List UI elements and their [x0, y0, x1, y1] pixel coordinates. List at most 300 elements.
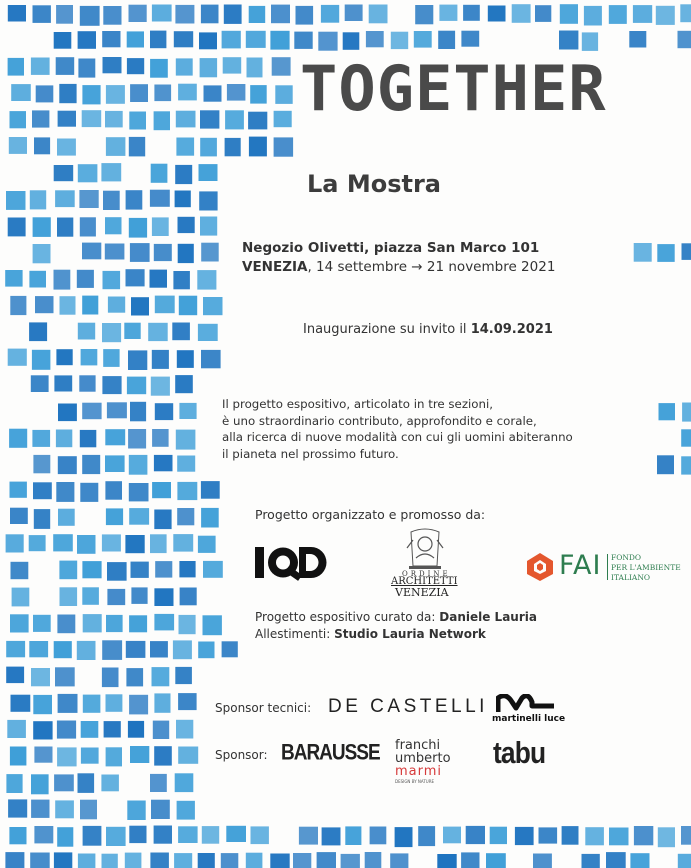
- pattern-tile: [463, 5, 480, 21]
- pattern-tile: [106, 694, 123, 712]
- pattern-tile: [131, 297, 149, 315]
- pattern-tile: [54, 270, 71, 290]
- pattern-tile: [681, 826, 691, 845]
- pattern-tile: [77, 641, 96, 660]
- opening-invite: [303, 322, 553, 337]
- pattern-tile: [682, 243, 691, 260]
- pattern-tile: [79, 375, 95, 391]
- pattern-tile: [131, 562, 149, 578]
- pattern-tile: [198, 642, 214, 659]
- pattern-tile: [128, 429, 146, 449]
- setup-label: Allestimenti:: [255, 626, 335, 641]
- pattern-tile: [124, 323, 140, 339]
- project-description: [222, 396, 573, 462]
- pattern-tile: [10, 508, 28, 524]
- pattern-tile: [152, 5, 172, 22]
- pattern-tile: [55, 800, 74, 818]
- pattern-tile: [173, 640, 192, 659]
- poster-title: TOGETHER: [300, 52, 607, 125]
- fai-mark-icon: [525, 552, 555, 582]
- pattern-tile: [32, 110, 49, 127]
- martinelli-luce-logo: [492, 694, 566, 728]
- pattern-tile: [178, 826, 198, 843]
- pattern-tile: [201, 350, 221, 368]
- pattern-tile: [56, 57, 74, 75]
- pattern-tile: [633, 5, 652, 23]
- pattern-tile: [443, 827, 461, 844]
- pattern-tile: [57, 218, 73, 237]
- pattern-tile: [56, 5, 73, 24]
- pattern-tile: [175, 191, 191, 208]
- pattern-tile: [177, 350, 194, 368]
- pattern-tile: [33, 5, 51, 23]
- pattern-tile: [203, 561, 223, 578]
- pattern-tile: [126, 190, 143, 209]
- de-castelli-logo: DE CASTELLI: [328, 696, 488, 717]
- pattern-tile: [151, 377, 170, 396]
- pattern-tile: [79, 190, 98, 208]
- pattern-tile: [83, 614, 102, 632]
- pattern-tile: [562, 826, 579, 845]
- pattern-tile: [559, 31, 578, 50]
- pattern-tile: [176, 720, 193, 739]
- pattern-tile: [539, 827, 558, 843]
- pattern-tile: [682, 403, 691, 422]
- pattern-tile: [176, 111, 196, 128]
- pattern-tile: [82, 561, 101, 578]
- architetti-line1: ORDINE: [402, 570, 451, 578]
- pattern-tile: [104, 721, 121, 737]
- martinelli-mark-icon: [496, 694, 556, 714]
- pattern-tile: [56, 482, 74, 502]
- pattern-tile: [275, 85, 292, 104]
- pattern-tile: [129, 137, 145, 157]
- pattern-tile: [296, 6, 314, 25]
- curated-label: Progetto espositivo curato da:: [255, 610, 440, 624]
- pattern-tile: [322, 827, 341, 845]
- pattern-tile: [317, 852, 336, 868]
- pattern-tile: [82, 85, 100, 104]
- pattern-tile: [176, 138, 194, 156]
- pattern-tile: [102, 668, 119, 688]
- pattern-tile: [202, 826, 219, 844]
- pattern-tile: [177, 456, 195, 472]
- architetti-line3: VENEZIA: [395, 586, 449, 599]
- pattern-tile: [8, 799, 27, 817]
- pattern-tile: [227, 84, 246, 101]
- pattern-tile: [369, 5, 388, 24]
- pattern-tile: [78, 773, 95, 793]
- pattern-tile: [461, 852, 479, 868]
- pattern-tile: [83, 826, 102, 846]
- pattern-tile: [106, 137, 126, 156]
- pattern-tile: [246, 853, 263, 868]
- description-line: Il progetto espositivo, articolato in tre sezioni,: [222, 397, 494, 411]
- pattern-tile: [154, 826, 172, 844]
- pattern-tile: [200, 58, 218, 77]
- pattern-tile: [103, 349, 119, 367]
- pattern-tile: [81, 349, 98, 365]
- pattern-tile: [390, 853, 408, 868]
- pattern-tile: [415, 5, 433, 24]
- pattern-tile: [56, 349, 72, 365]
- pattern-tile: [197, 270, 216, 290]
- pattern-tile: [179, 403, 196, 419]
- pattern-tile: [128, 721, 144, 738]
- pattern-tile: [101, 775, 119, 792]
- pattern-tile: [129, 695, 148, 715]
- pattern-tile: [198, 536, 216, 553]
- pattern-tile: [103, 6, 121, 25]
- pattern-tile: [582, 32, 598, 51]
- pattern-tile: [12, 588, 30, 607]
- pattern-tile: [106, 615, 123, 632]
- pattern-tile: [270, 31, 289, 50]
- pattern-tile: [6, 774, 22, 793]
- fai-line3: ITALIANO: [611, 573, 651, 582]
- pattern-tile: [172, 323, 190, 341]
- pattern-tile: [126, 641, 146, 658]
- pattern-tile: [150, 774, 167, 792]
- pattern-tile: [154, 588, 173, 606]
- venue-dates: , 14 settembre → 21 novembre 2021: [307, 259, 556, 275]
- pattern-tile: [105, 111, 123, 128]
- tech-sponsors-label: Sponsor tecnici:: [215, 701, 312, 715]
- pattern-tile: [33, 217, 51, 237]
- pattern-tile: [127, 377, 146, 395]
- pattern-tile: [150, 59, 168, 78]
- pattern-tile: [80, 430, 97, 447]
- pattern-tile: [31, 800, 49, 818]
- pattern-tile: [127, 58, 144, 74]
- pattern-tile: [609, 828, 629, 846]
- pattern-tile: [150, 31, 166, 49]
- pattern-tile: [54, 375, 72, 391]
- venue-info: [242, 239, 555, 277]
- pattern-tile: [33, 244, 51, 263]
- franchi-line2: umberto: [395, 751, 451, 766]
- pattern-tile: [129, 5, 147, 22]
- pattern-tile: [222, 31, 241, 49]
- pattern-tile: [129, 483, 149, 501]
- pattern-tile: [659, 403, 676, 420]
- pattern-tile: [101, 163, 121, 181]
- pattern-tile: [201, 481, 220, 499]
- fai-mark: FAI: [559, 550, 602, 581]
- pattern-tile: [9, 827, 26, 844]
- pattern-tile: [107, 589, 125, 605]
- pattern-tile: [345, 5, 363, 22]
- invite-prefix: Inaugurazione su invito il: [303, 322, 471, 337]
- pattern-tile: [175, 375, 193, 393]
- pattern-tile: [105, 244, 125, 260]
- pattern-tile: [155, 561, 172, 578]
- pattern-tile: [34, 137, 50, 154]
- pattern-tile: [31, 668, 50, 686]
- pattern-tile: [129, 826, 146, 843]
- pattern-tile: [179, 561, 195, 577]
- pattern-tile: [437, 854, 456, 868]
- pattern-tile: [10, 111, 27, 128]
- pattern-tile: [418, 826, 435, 846]
- pattern-tile: [490, 827, 507, 844]
- pattern-tile: [150, 534, 167, 553]
- pattern-tile: [102, 534, 121, 551]
- pattern-tile: [395, 827, 413, 847]
- pattern-tile: [10, 614, 29, 632]
- pattern-tile: [173, 534, 193, 552]
- pattern-tile: [630, 853, 649, 868]
- pattern-tile: [656, 6, 675, 25]
- pattern-tile: [78, 31, 96, 49]
- pattern-tile: [560, 4, 578, 24]
- pattern-tile: [247, 58, 263, 78]
- pattern-tile: [6, 191, 26, 210]
- fai-logo: [525, 550, 685, 584]
- pattern-tile: [10, 482, 27, 498]
- pattern-tile: [103, 271, 121, 289]
- pattern-tile: [201, 243, 219, 262]
- pattern-tile: [129, 615, 147, 632]
- pattern-tile: [107, 402, 127, 418]
- pattern-tile: [55, 667, 75, 686]
- pattern-tile: [200, 138, 217, 157]
- pattern-tile: [657, 244, 674, 262]
- pattern-tile: [224, 5, 242, 24]
- pattern-tile: [105, 481, 122, 500]
- pattern-tile: [512, 4, 531, 23]
- pattern-tile: [82, 243, 101, 260]
- pattern-tile: [200, 110, 219, 128]
- pattern-tile: [80, 217, 96, 236]
- pattern-tile: [10, 296, 26, 315]
- pattern-tile: [58, 694, 78, 713]
- pattern-tile: [8, 218, 26, 237]
- pattern-tile: [246, 31, 266, 48]
- pattern-tile: [200, 217, 217, 236]
- pattern-tile: [177, 801, 195, 820]
- pattern-tile: [414, 31, 432, 48]
- pattern-tile: [176, 58, 193, 75]
- pattern-tile: [130, 746, 149, 763]
- franchi-line1: franchi: [395, 738, 441, 753]
- pattern-tile: [54, 852, 72, 868]
- pattern-tile: [78, 164, 98, 182]
- pattern-tile: [606, 852, 626, 868]
- pattern-tile: [250, 85, 267, 104]
- pattern-tile: [365, 852, 382, 868]
- pattern-tile: [8, 58, 24, 76]
- pattern-tile: [30, 853, 50, 868]
- pattern-tile: [175, 5, 194, 24]
- pattern-tile: [9, 137, 27, 154]
- pattern-tile: [515, 827, 534, 845]
- pattern-tile: [221, 853, 239, 868]
- pattern-tile: [58, 456, 77, 474]
- pattern-tile: [29, 535, 46, 551]
- pattern-tile: [33, 455, 50, 473]
- pattern-tile: [57, 139, 76, 156]
- pattern-tile: [148, 323, 168, 341]
- pattern-tile: [54, 165, 73, 181]
- fai-line2: PER L'AMBIENTE: [611, 563, 681, 572]
- pattern-tile: [152, 429, 169, 447]
- pattern-tile: [225, 138, 241, 156]
- pattern-tile: [678, 31, 691, 48]
- pattern-tile: [126, 269, 145, 286]
- pattern-tile: [533, 854, 552, 868]
- pattern-tile: [439, 5, 457, 21]
- venue-city: VENEZIA: [242, 259, 308, 275]
- pattern-tile: [180, 588, 197, 606]
- pattern-tile: [391, 32, 408, 49]
- pattern-tile: [249, 6, 266, 23]
- description-line: il pianeta nel prossimo futuro.: [222, 446, 399, 461]
- pattern-tile: [293, 853, 311, 868]
- pattern-tile: [55, 190, 75, 207]
- pattern-tile: [176, 430, 196, 450]
- pattern-tile: [155, 296, 175, 314]
- pattern-tile: [178, 244, 194, 263]
- martinelli-text: martinelli luce: [492, 714, 566, 724]
- pattern-tile: [178, 84, 197, 101]
- pattern-tile: [152, 350, 169, 369]
- pattern-tile: [681, 456, 691, 474]
- pattern-tile: [34, 509, 50, 529]
- pattern-tile: [57, 827, 73, 847]
- pattern-tile: [150, 853, 169, 868]
- pattern-tile: [175, 667, 192, 684]
- pattern-tile: [173, 271, 190, 289]
- pattern-tile: [370, 827, 387, 845]
- pattern-tile: [154, 85, 171, 102]
- pattern-tile: [131, 587, 147, 604]
- pattern-tile: [153, 721, 169, 739]
- pattern-tile: [345, 826, 361, 845]
- pattern-tile: [150, 641, 168, 657]
- pattern-tile: [106, 827, 126, 846]
- pattern-tile: [103, 191, 120, 210]
- pattern-tile: [318, 32, 337, 51]
- franchi-umberto-marmi-logo: [395, 738, 457, 784]
- pattern-tile: [203, 297, 223, 315]
- pattern-tile: [6, 667, 24, 684]
- pattern-tile: [33, 695, 52, 714]
- pattern-tile: [129, 218, 147, 238]
- pattern-tile: [366, 31, 384, 47]
- pattern-tile: [105, 429, 125, 445]
- curation-info: [255, 609, 537, 642]
- iqd-logo: [255, 542, 329, 582]
- pattern-tile: [634, 826, 653, 845]
- pattern-tile: [127, 31, 144, 47]
- pattern-tile: [82, 455, 100, 474]
- pattern-tile: [321, 5, 339, 23]
- pattern-tile: [128, 350, 147, 370]
- pattern-tile: [126, 668, 143, 686]
- pattern-tile: [54, 641, 72, 658]
- pattern-tile: [584, 6, 602, 26]
- pattern-tile: [251, 826, 269, 844]
- pattern-tile: [31, 774, 49, 794]
- pattern-tile: [130, 243, 150, 262]
- pattern-tile: [130, 84, 148, 102]
- pattern-tile: [299, 827, 318, 845]
- pattern-tile: [34, 747, 52, 763]
- pattern-tile: [271, 5, 290, 24]
- pattern-tile: [82, 296, 98, 315]
- pattern-tile: [8, 5, 26, 22]
- pattern-tile: [106, 747, 122, 766]
- pattern-tile: [58, 404, 77, 422]
- pattern-tile: [658, 827, 675, 847]
- pattern-tile: [248, 112, 267, 130]
- pattern-tile: [657, 455, 674, 474]
- pattern-tile: [57, 747, 77, 766]
- pattern-tile: [56, 430, 72, 448]
- pattern-tile: [201, 5, 219, 24]
- pattern-tile: [102, 854, 118, 868]
- pattern-tile: [106, 85, 125, 104]
- pattern-tile: [57, 615, 75, 634]
- pattern-tile: [154, 510, 171, 530]
- sponsors-label: Sponsor:: [215, 748, 268, 762]
- pattern-tile: [33, 615, 51, 632]
- pattern-tile: [223, 57, 242, 73]
- invite-date: 14.09.2021: [470, 322, 553, 337]
- pattern-tile: [125, 853, 142, 868]
- pattern-tile: [535, 5, 551, 22]
- pattern-tile: [179, 615, 196, 634]
- pattern-tile: [438, 31, 455, 49]
- pattern-tile: [629, 31, 646, 48]
- pattern-tile: [178, 693, 197, 710]
- pattern-tile: [80, 483, 98, 502]
- pattern-tile: [59, 561, 77, 580]
- pattern-tile: [102, 31, 120, 47]
- pattern-tile: [60, 587, 78, 606]
- pattern-tile: [129, 508, 149, 525]
- pattern-tile: [249, 137, 267, 157]
- pattern-tile: [466, 826, 485, 844]
- pattern-tile: [78, 854, 96, 868]
- pattern-tile: [10, 747, 27, 766]
- pattern-tile: [102, 323, 121, 342]
- pattern-tile: [103, 57, 122, 73]
- pattern-tile: [82, 587, 99, 605]
- pattern-tile: [60, 296, 76, 315]
- venue-address: Negozio Olivetti, piazza San Marco 101: [242, 240, 540, 256]
- pattern-tile: [82, 110, 102, 127]
- pattern-tile: [488, 6, 506, 22]
- pattern-tile: [201, 508, 219, 528]
- pattern-tile: [78, 323, 95, 340]
- pattern-tile: [6, 641, 25, 657]
- pattern-tile: [272, 57, 291, 75]
- pattern-tile: [83, 695, 101, 713]
- pattern-tile: [609, 5, 627, 24]
- pattern-tile: [6, 534, 24, 552]
- pattern-tile: [294, 32, 312, 49]
- pattern-tile: [151, 164, 168, 183]
- pattern-tile: [81, 748, 99, 764]
- pattern-tile: [199, 191, 217, 210]
- fai-line1: FONDO: [611, 553, 642, 562]
- pattern-tile: [59, 84, 76, 103]
- pattern-tile: [33, 721, 52, 739]
- pattern-tile: [105, 455, 125, 472]
- pattern-tile: [78, 59, 95, 78]
